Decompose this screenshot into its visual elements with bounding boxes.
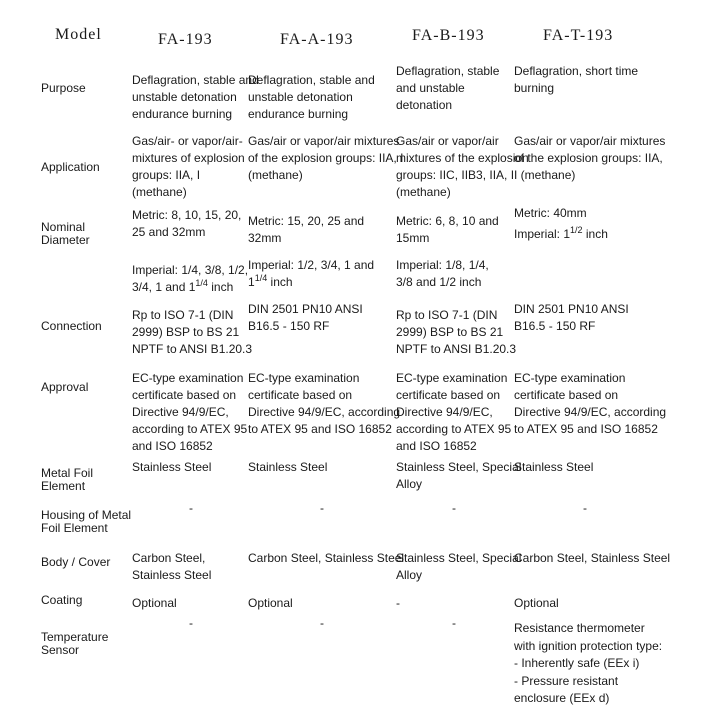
cell-purpose-fa-a-193: Deflagration, stable and unstable detonation endurance burning [248,73,375,121]
cell-metric-fa-b-193: Metric: 6, 8, 10 and 15mm [396,214,499,245]
cell-coating-fa-193: Optional [132,596,177,610]
cell-housing-fa-193: - [189,501,193,515]
label-nominal-diameter: Nominal Diameter [41,220,90,247]
cell-body-cover-fa-b-193: Stainless Steel, Special Alloy [396,551,522,582]
cell-temp-sensor-fa-a-193: - [320,616,324,630]
label-metal-foil-element: Metal Foil Element [41,466,94,493]
cell-approval-fa-b-193: EC-type examination certificate based on Directive 94/9/EC, according to ATEX 95 and ISO 16852 [396,371,512,453]
cell-metal-foil-fa-b-193: Stainless Steel, Special Alloy [396,460,522,491]
cell-housing-fa-t-193: - [583,501,587,515]
cell-body-cover-fa-a-193: Carbon Steel, Stainless Steel [248,551,405,565]
cell-application-fa-t-193: Gas/air or vapor/air mixtures of the explosion groups: IIA, I (methane) [514,134,666,182]
cell-imperial-fa-a-193: Imperial: 1/2, 3/4, 1 and $1^{1/4}$ inch [248,258,375,289]
cell-coating-fa-b-193: - [396,596,400,610]
cell-coating-fa-a-193: Optional [248,596,293,610]
cell-application-fa-193: Gas/air- or vapor/air- mixtures of explosion groups: IIA, I (methane) [132,134,245,199]
cell-metal-foil-fa-t-193: Stainless Steel [514,460,594,474]
header-fa-193: FA-193 [158,31,213,48]
cell-connection-fa-t-193: DIN 2501 PN10 ANSI B16.5 - 150 RF [514,302,629,333]
cell-purpose-fa-b-193: Deflagration, stable and unstable detonation [396,64,500,112]
cell-coating-fa-t-193: Optional [514,596,559,610]
cell-body-cover-fa-193: Carbon Steel, Stainless Steel [132,551,212,582]
cell-metric-fa-a-193: Metric: 15, 20, 25 and 32mm [248,214,365,245]
header-model: Model [55,26,102,43]
cell-connection-fa-b-193: Rp to ISO 7-1 (DIN 2999) BSP to BS 21 NPTF to ANSI B1.20.3 [396,308,517,356]
cell-temp-sensor-fa-b-193: - [452,616,456,630]
cell-connection-fa-a-193: DIN 2501 PN10 ANSI B16.5 - 150 RF [248,302,363,333]
cell-metric-fa-193: Metric: 8, 10, 15, 20, 25 and 32mm [132,208,242,239]
cell-imperial-fa-193: Imperial: 1/4, 3/8, 1/2, 3/4, 1 and $1^{1/4}$ inch [132,263,249,294]
label-coating: Coating [41,593,83,607]
cell-purpose-fa-t-193: Deflagration, short time burning [514,64,639,95]
cell-body-cover-fa-t-193: Carbon Steel, Stainless Steel [514,551,671,565]
cell-approval-fa-t-193: EC-type examination certificate based on Directive 94/9/EC, according to ATEX 95 and ISO 16852 [514,371,667,436]
cell-purpose-fa-193: Deflagration, stable and unstable detonation endurance burning [132,73,259,121]
cell-application-fa-b-193: Gas/air or vapor/air mixtures of the explosion groups: IIC, IIB3, IIA, I (methane) [396,134,529,199]
label-purpose: Purpose [41,81,86,95]
label-connection: Connection [41,319,102,333]
cell-application-fa-a-193: Gas/air or vapor/air mixtures of the explosion groups: IIA, I (methane) [248,134,404,182]
cell-metal-foil-fa-193: Stainless Steel [132,460,212,474]
header-fa-b-193: FA-B-193 [412,27,485,44]
label-approval: Approval [41,380,89,394]
cell-metric-fa-t-193: Metric: 40mm [514,206,587,220]
label-body-cover: Body / Cover [41,555,111,569]
cell-housing-fa-b-193: - [452,501,456,515]
header-fa-a-193: FA-A-193 [280,31,354,48]
cell-imperial-fa-t-193: Imperial: $1^{1/2}$ inch [514,225,608,241]
cell-connection-fa-193: Rp to ISO 7-1 (DIN 2999) BSP to BS 21 NPTF to ANSI B1.20.3 [132,308,253,356]
cell-temp-sensor-fa-t-193: Resistance thermometer with ignition protection type: - Inherently safe (EEx i) - Pressure resistant enclosure (EEx d) [514,621,663,705]
label-housing-metal-foil: Housing of Metal Foil Element [41,508,132,535]
cell-approval-fa-a-193: EC-type examination certificate based on Directive 94/9/EC, according to ATEX 95 and ISO 16852 [248,371,401,436]
label-temperature-sensor: Temperature Sensor [41,630,109,657]
cell-housing-fa-a-193: - [320,501,324,515]
header-fa-t-193: FA-T-193 [543,27,614,44]
cell-metal-foil-fa-a-193: Stainless Steel [248,460,328,474]
label-application: Application [41,160,100,174]
cell-imperial-fa-b-193: Imperial: 1/8, 1/4, 3/8 and 1/2 inch [396,258,489,289]
cell-temp-sensor-fa-193: - [189,616,193,630]
cell-approval-fa-193: EC-type examination certificate based on Directive 94/9/EC, according to ATEX 95 and ISO 16852 [132,371,248,453]
